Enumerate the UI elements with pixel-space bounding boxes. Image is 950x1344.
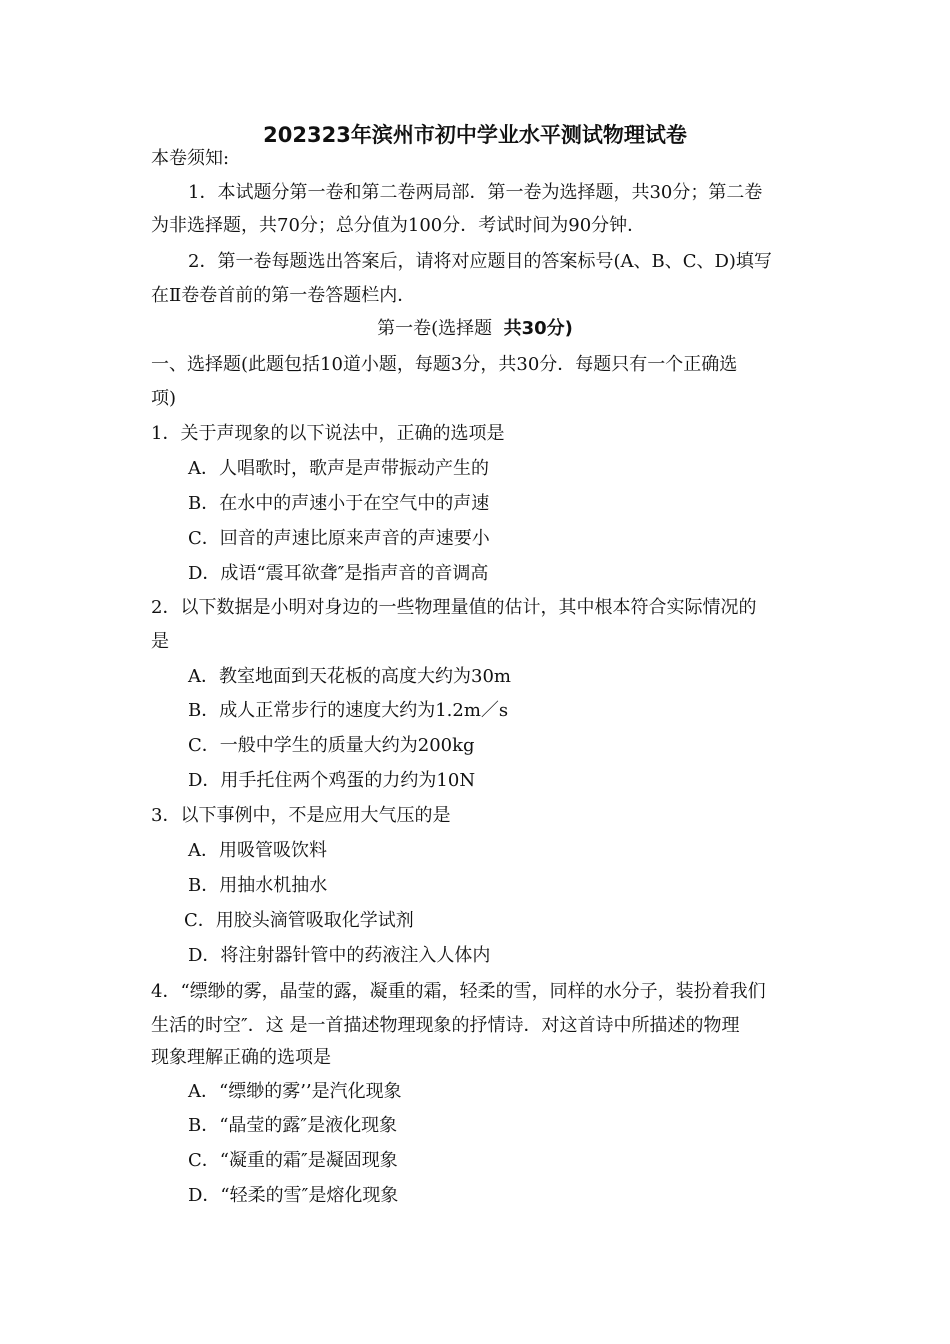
question-3-option-d: D．将注射器针管中的药液注入人体内: [188, 945, 491, 966]
question-4-option-d: D．“轻柔的雪″是熔化现象: [188, 1185, 399, 1206]
question-3-stem: 3．以下事例中，不是应用大气压的是: [151, 805, 451, 826]
section-heading-prefix: 第一卷(选择题: [377, 318, 493, 339]
question-4-stem-line-3: 现象理解正确的选项是: [151, 1047, 331, 1068]
question-1-option-c: C．回音的声速比原来声音的声速要小: [188, 528, 490, 549]
section-heading: [0, 316, 950, 342]
question-4-option-a: A．“缥缈的雾’’是汽化现象: [188, 1081, 402, 1102]
question-4-stem-line-1: 4．“缥缈的雾，晶莹的露，凝重的霜，轻柔的雪，同样的水分子，装扮着我们: [151, 981, 766, 1002]
notice-item-2-line-2: 在Ⅱ卷卷首前的第一卷答题栏内．: [151, 285, 416, 306]
notice-item-1-line-2: 为非选择题，共70分；总分值为100分．考试时间为90分钟．: [151, 215, 646, 236]
question-3-option-a: A．用吸管吸饮料: [188, 840, 327, 861]
question-2-stem-line-2: 是: [151, 631, 169, 652]
question-4-option-b: B．“晶莹的露″是液化现象: [188, 1115, 398, 1136]
part1-heading-line-1: 一、选择题(此题包括10道小题，每题3分，共30分．每题只有一个正确选: [151, 354, 738, 375]
question-1-option-b: B．在水中的声速小于在空气中的声速: [188, 493, 490, 514]
question-2-stem-line-1: 2．以下数据是小明对身边的一些物理量值的估计，其中根本符合实际情况的: [151, 597, 757, 618]
question-2-option-b: B．成人正常步行的速度大约为1.2m／s: [188, 700, 509, 721]
notice-heading: 本卷须知:: [151, 148, 230, 169]
page-title: 202323年滨州市初中学业水平测试物理试卷: [263, 123, 687, 147]
question-1-option-d: D．成语“震耳欲聋″是指声音的音调高: [188, 563, 489, 584]
question-3-option-c: C．用胶头滴管吸取化学试剂: [184, 910, 414, 931]
question-4-stem-line-2: 生活的时空″．这 是一首描述物理现象的抒情诗．对这首诗中所描述的物理: [151, 1015, 740, 1036]
part1-heading-line-2: 项): [151, 388, 177, 409]
notice-item-1-line-1: 1．本试题分第一卷和第二卷两局部．第一卷为选择题，共30分；第二卷: [188, 182, 763, 203]
question-2-option-d: D．用手托住两个鸡蛋的力约为10N: [188, 770, 476, 791]
question-4-option-c: C．“凝重的霜″是凝固现象: [188, 1150, 398, 1171]
question-2-option-c: C．一般中学生的质量大约为200kg: [188, 735, 475, 756]
question-2-option-a: A．教室地面到天花板的高度大约为30m: [188, 666, 511, 687]
question-3-option-b: B．用抽水机抽水: [188, 875, 328, 896]
question-1-stem: 1．关于声现象的以下说法中，正确的选项是: [151, 423, 505, 444]
question-1-option-a: A．人唱歌时，歌声是声带振动产生的: [188, 458, 489, 479]
notice-item-2-line-1: 2．第一卷每题选出答案后，请将对应题目的答案标号(A、B、C、D)填写: [188, 251, 772, 272]
section-heading-suffix: 共30分): [503, 318, 573, 339]
